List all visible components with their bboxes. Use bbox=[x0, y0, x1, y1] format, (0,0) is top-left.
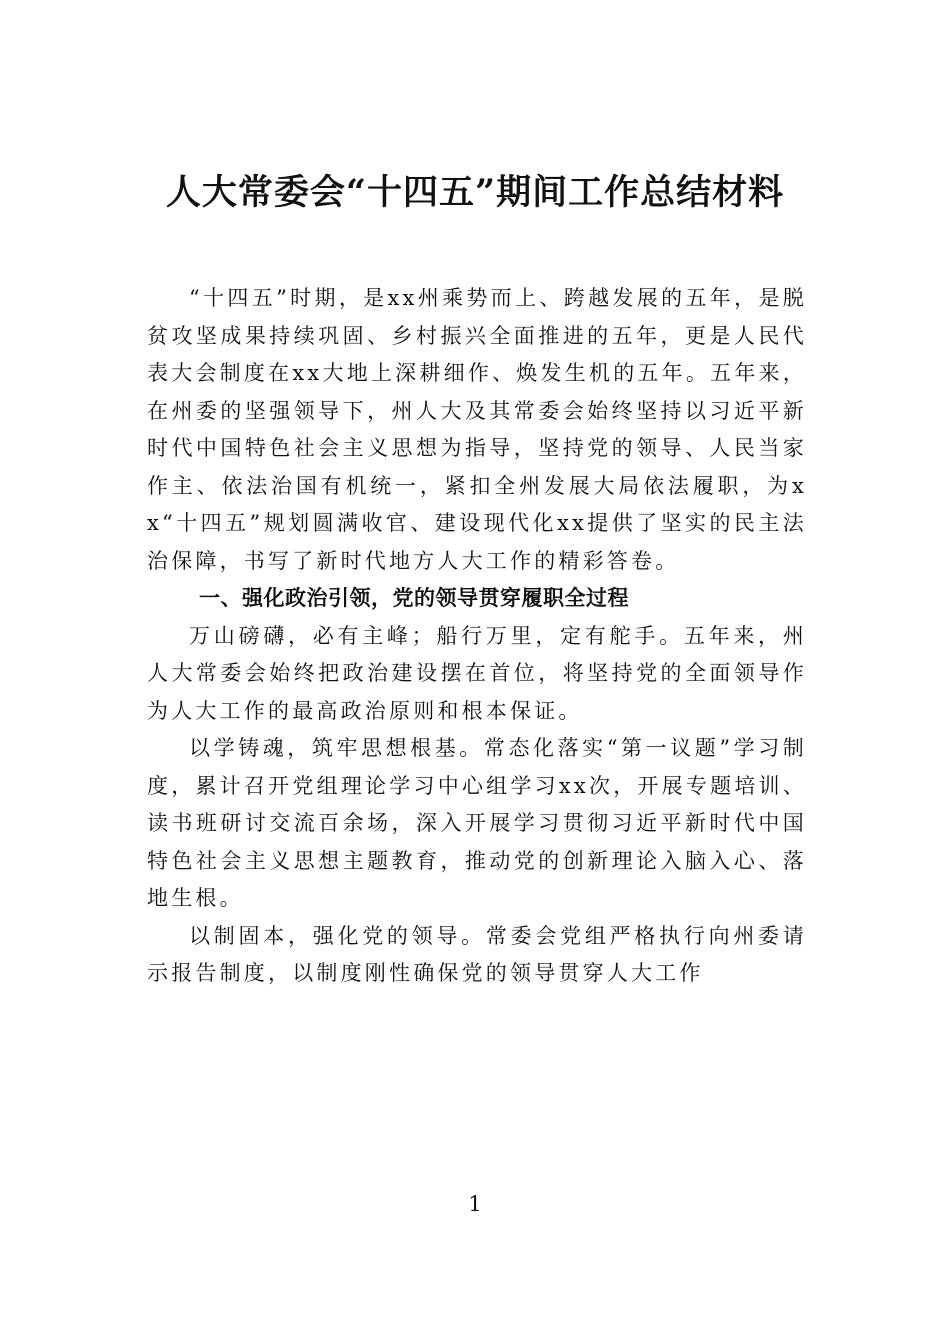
document-body bbox=[147, 280, 807, 993]
body-paragraph: 以制固本，强化党的领导。常委会党组严格执行向州委请示报告制度，以制度刚性确保党的领导贯穿人大工作 bbox=[147, 923, 807, 985]
section-heading: 一、强化政治引领，党的领导贯穿履职全过程 bbox=[199, 586, 629, 610]
body-paragraph: 万山磅礴，必有主峰；船行万里，定有舵手。五年来，州人大常委会始终把政治建设摆在首位，将坚持党的全面领导作为人大工作的最高政治原则和根本保证。 bbox=[147, 623, 807, 723]
page-number: 1 bbox=[468, 1192, 482, 1216]
intro-paragraph: “十四五”时期，是xx州乘势而上、跨越发展的五年，是脱贫攻坚成果持续巩固、乡村振兴全面推进的五年，更是人民代表大会制度在xx大地上深耕细作、焕发生机的五年。五年来，在州委的坚强领导下，州人大及其常委会始终坚持以习近平新时代中国特色社会主义思想为指导，坚持党的领导、人民当家作主、依法治国有机统一，紧扣全州发展大局依法履职，为xx“十四五”规划圆满收官、建设现代化xx提供了坚实的民主法治保障，书写了新时代地方人大工作的精彩答卷。 bbox=[147, 286, 807, 573]
document-title: 人大常委会“十四五”期间工作总结材料 bbox=[165, 172, 785, 213]
body-paragraph: 以学铸魂，筑牢思想根基。常态化落实“第一议题”学习制度，累计召开党组理论学习中心组学习xx次，开展专题培训、读书班研讨交流百余场，深入开展学习贯彻习近平新时代中国特色社会主义思想主题教育，推动党的创新理论入脑入心、落地生根。 bbox=[147, 736, 807, 910]
